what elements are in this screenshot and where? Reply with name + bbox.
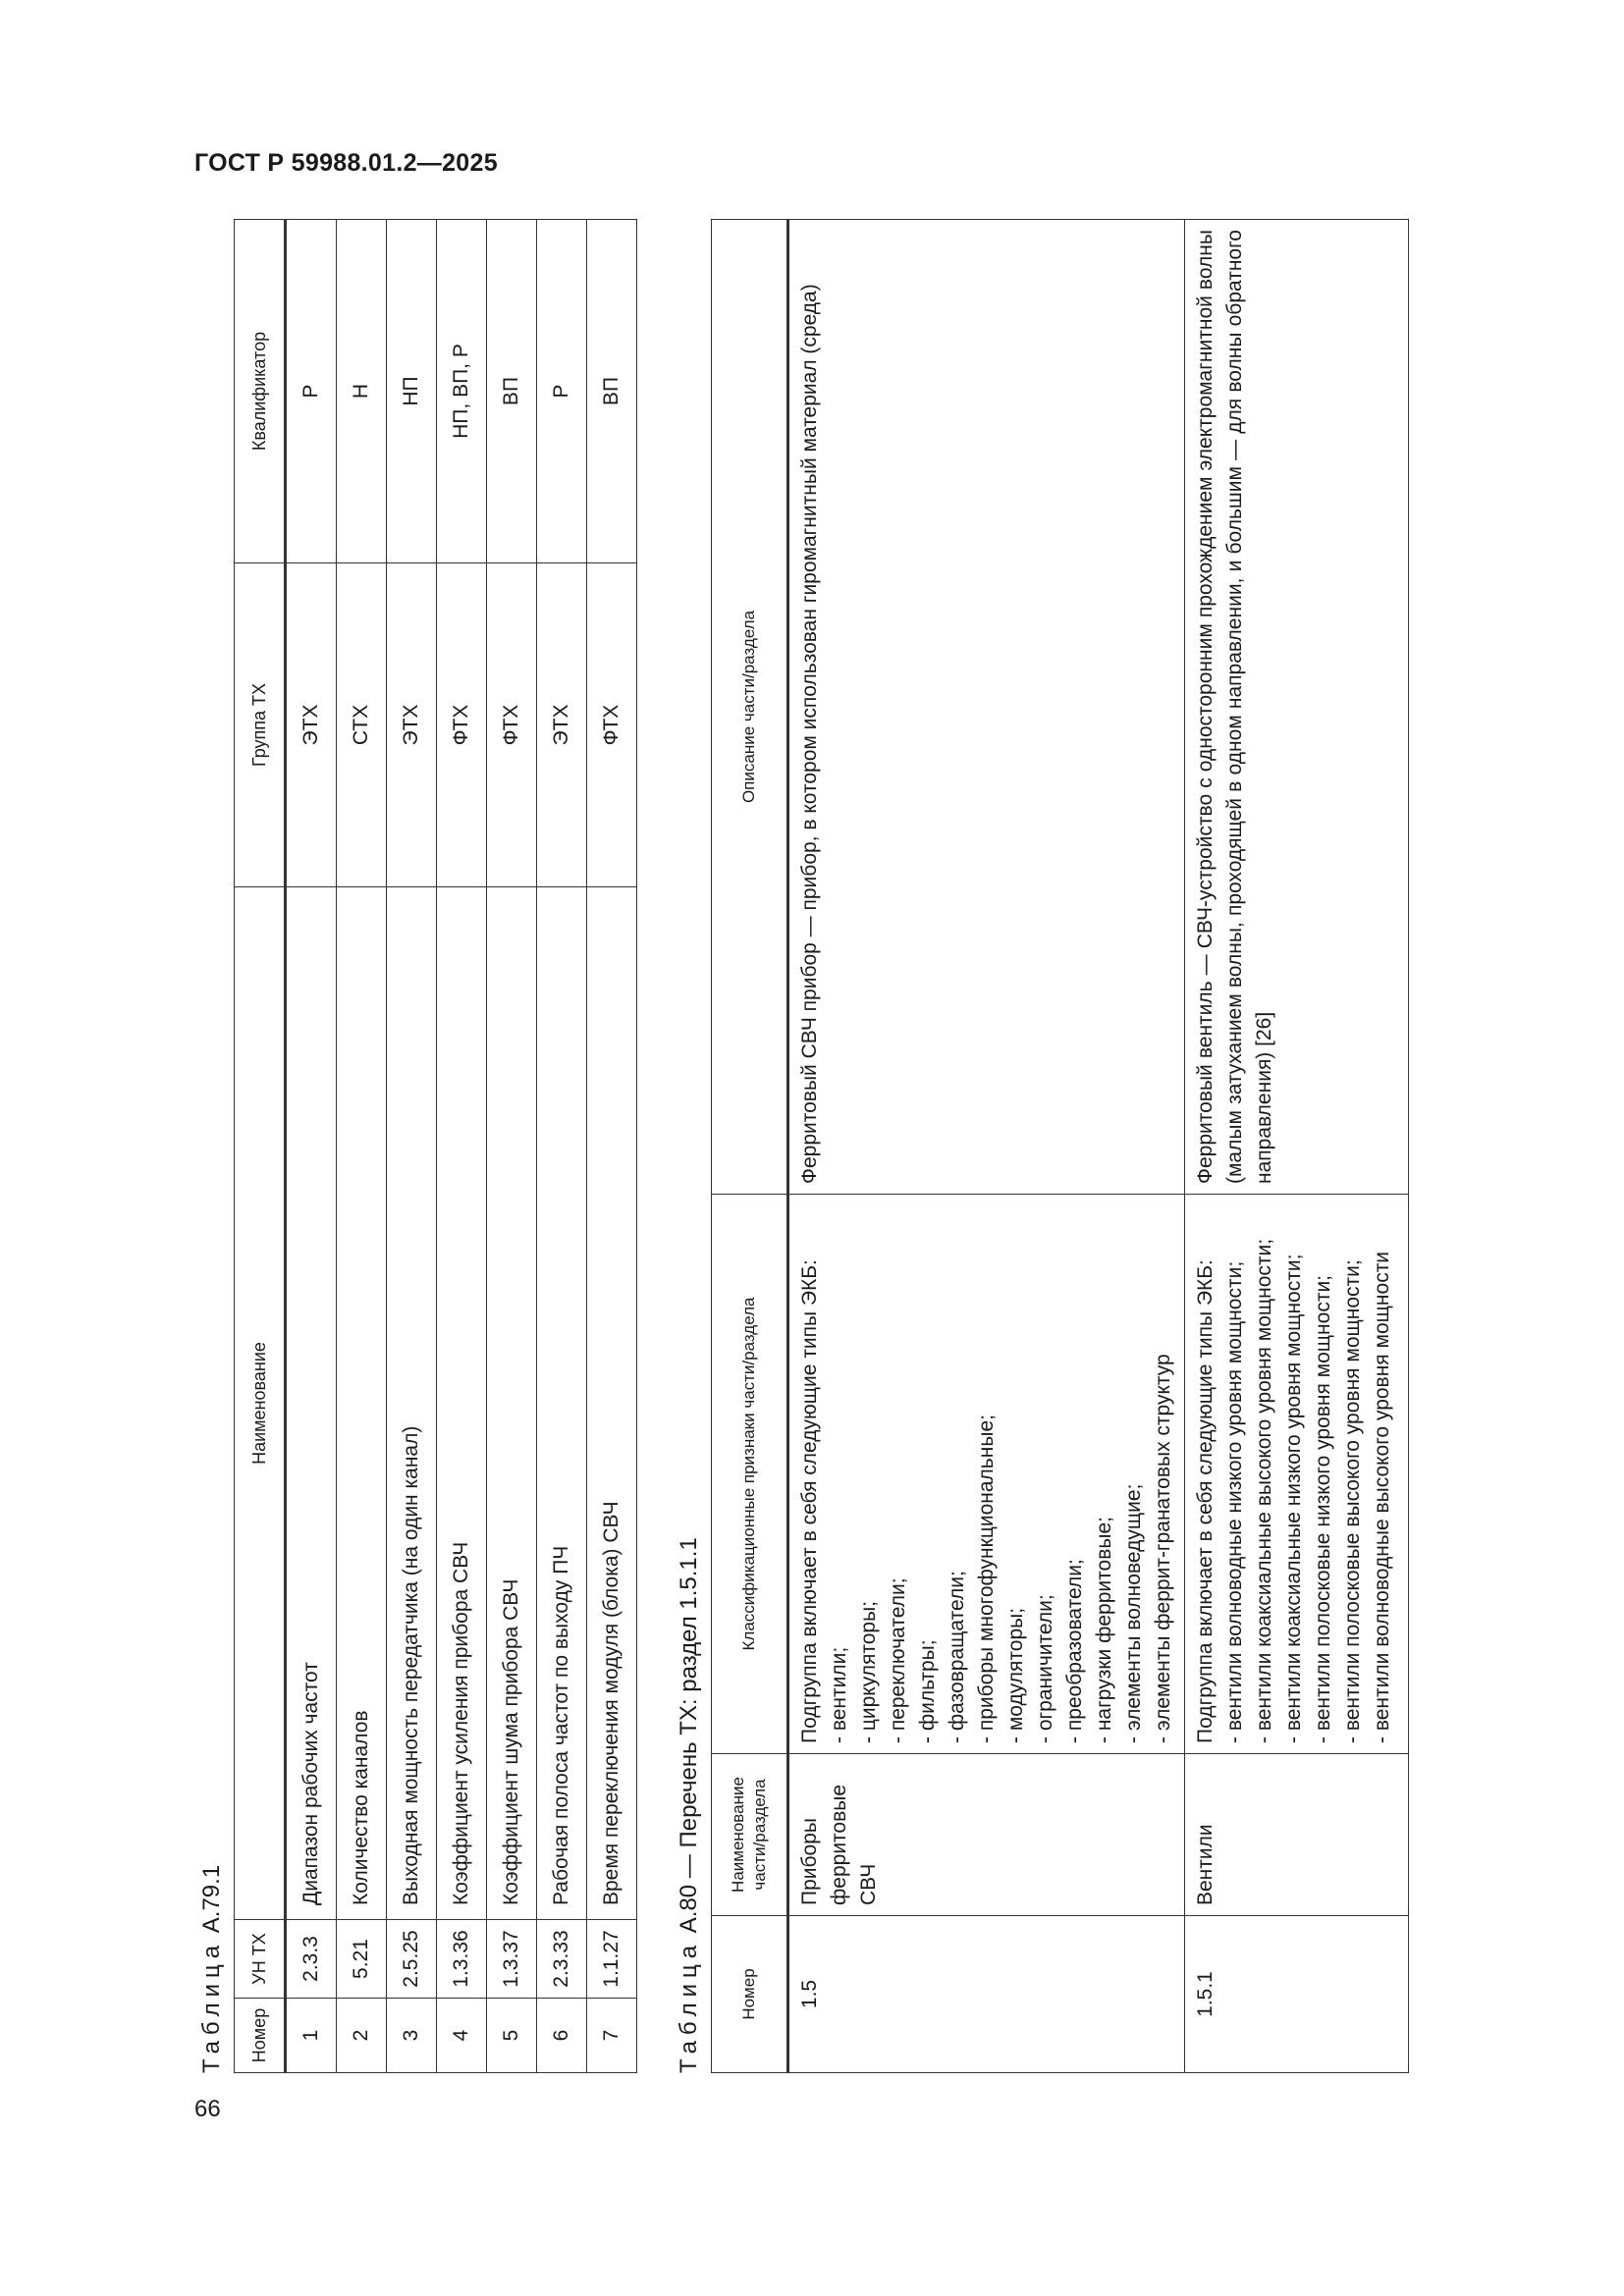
list-item: - нагрузки ферритовые; [1093,1517,1115,1743]
cell-qualifier: Н [337,220,387,563]
table-a80-col-class: Классификационные признаки части/раздела [712,1195,788,1754]
cell-group: ФТХ [437,563,487,887]
list-item: - вентили волноводные высокого уровня мощности [1371,1251,1393,1743]
table-a79-header-row [235,220,286,2073]
cell-number: 3 [387,1999,437,2073]
cell-name: Количество каналов [337,887,387,1920]
table-a79 [234,219,637,2073]
list-item: - переключатели; [887,1577,909,1743]
cell-name: Выходная мощность передатчика (на один канал) [387,887,437,1920]
cell-class [1185,1195,1409,1754]
page-number: 66 [194,2096,221,2122]
list-item: - фильтры; [916,1639,939,1743]
table-a79-caption-id: А.79.1 [198,1864,225,1934]
table-a79-caption-prefix: Таблица [198,1939,225,2073]
cell-un: 2.5.25 [387,1920,437,1999]
table-row [286,220,337,2073]
table-a80 [711,219,1409,2073]
list-item: - элементы волноведущие; [1122,1483,1145,1743]
table-row [387,220,437,2073]
cell-name: Коэффициент усиления прибора СВЧ [437,887,487,1920]
table-a79-col-name: Наименование [235,887,286,1920]
cell-name: Приборы ферритовые СВЧ [788,1754,1185,1916]
table-a80-col-name: Наименование части/раздела [712,1754,788,1916]
list-item: - циркуляторы; [857,1600,880,1743]
table-a80-header-row [712,220,788,2073]
cell-number: 2 [337,1999,387,2073]
cell-description: Ферритовый СВЧ прибор — прибор, в котором использован гиромагнитный материал (среда) [788,220,1185,1195]
class-intro: Подгруппа включает в себя следующие типы ЭКБ: [798,1259,821,1743]
table-a79-caption [198,1865,226,2073]
cell-qualifier: НП [387,220,437,563]
table-a80-caption [676,1537,703,2073]
cell-un: 1.1.27 [587,1920,637,1999]
table-a80-caption-prefix: Таблица [676,1939,702,2073]
table-row [587,220,637,2073]
table-a79-col-qualifier: Квалификатор [235,220,286,563]
cell-group: ЭТХ [286,563,337,887]
cell-qualifier: ВП [587,220,637,563]
cell-number: 5 [487,1999,537,2073]
list-item: - элементы феррит-гранатовых структур [1152,1354,1174,1743]
table-a79-col-un: УН ТХ [235,1920,286,1999]
rotated-content [192,220,1393,2073]
cell-group: ФТХ [487,563,537,887]
cell-class [788,1195,1185,1754]
table-row [1185,220,1409,2073]
table-row [487,220,537,2073]
list-item: - вентили полосковые низкого уровня мощности; [1312,1274,1334,1743]
table-a80-col-description: Описание части/раздела [712,220,788,1195]
cell-qualifier: ВП [487,220,537,563]
cell-number: 6 [537,1999,587,2073]
class-intro: Подгруппа включает в себя следующие типы ЭКБ: [1194,1259,1217,1743]
list-item: - преобразователи; [1063,1559,1086,1743]
list-item: - вентили полосковые высокого уровня мощности; [1341,1259,1364,1743]
table-row [437,220,487,2073]
table-row [537,220,587,2073]
cell-un: 2.3.33 [537,1920,587,1999]
table-row [337,220,387,2073]
cell-un: 2.3.3 [286,1920,337,1999]
cell-number: 1.5.1 [1185,1916,1409,2073]
cell-qualifier: Р [286,220,337,563]
cell-number: 7 [587,1999,637,2073]
table-row [788,220,1185,2073]
cell-group: ФТХ [587,563,637,887]
cell-un: 5.21 [337,1920,387,1999]
list-item: - приборы многофункциональные; [975,1415,998,1743]
cell-name: Диапазон рабочих частот [286,887,337,1920]
list-item: - фазовращатели; [946,1571,968,1743]
cell-name: Коэффициент шума прибора СВЧ [487,887,537,1920]
table-a80-caption-text: А.80 — Перечень ТХ: раздел 1.5.1.1 [676,1537,702,1934]
cell-number: 1 [286,1999,337,2073]
cell-description: Ферритовый вентиль — СВЧ-устройство с односторонним прохождением электромагнитной волны (малым затуханием волны, проходящей в одном направлении, и большим — для волны обратного направления) [26] [1185,220,1409,1195]
table-a80-col-number: Номер [712,1916,788,2073]
cell-number: 1.5 [788,1916,1185,2073]
table-a79-col-group: Группа ТХ [235,563,286,887]
cell-number: 4 [437,1999,487,2073]
list-item: - вентили; [828,1646,850,1743]
cell-name: Рабочая полоса частот по выходу ПЧ [537,887,587,1920]
cell-qualifier: НП, ВП, Р [437,220,487,563]
cell-name: Вентили [1185,1754,1409,1916]
list-item: - модуляторы; [1004,1607,1027,1743]
cell-name: Время переключения модуля (блока) СВЧ [587,887,637,1920]
cell-un: 1.3.36 [437,1920,487,1999]
cell-group: ЭТХ [387,563,437,887]
cell-group: СТХ [337,563,387,887]
cell-group: ЭТХ [537,563,587,887]
cell-qualifier: Р [537,220,587,563]
table-a79-col-number: Номер [235,1999,286,2073]
list-item: - вентили волноводные низкого уровня мощности; [1223,1260,1246,1743]
cell-un: 1.3.37 [487,1920,537,1999]
document-header: ГОСТ Р 59988.01.2—2025 [194,149,498,177]
list-item: - вентили коаксиальные низкого уровня мощности; [1282,1254,1305,1743]
list-item: - вентили коаксиальные высокого уровня мощности; [1253,1238,1275,1743]
list-item: - ограничители; [1034,1594,1056,1743]
